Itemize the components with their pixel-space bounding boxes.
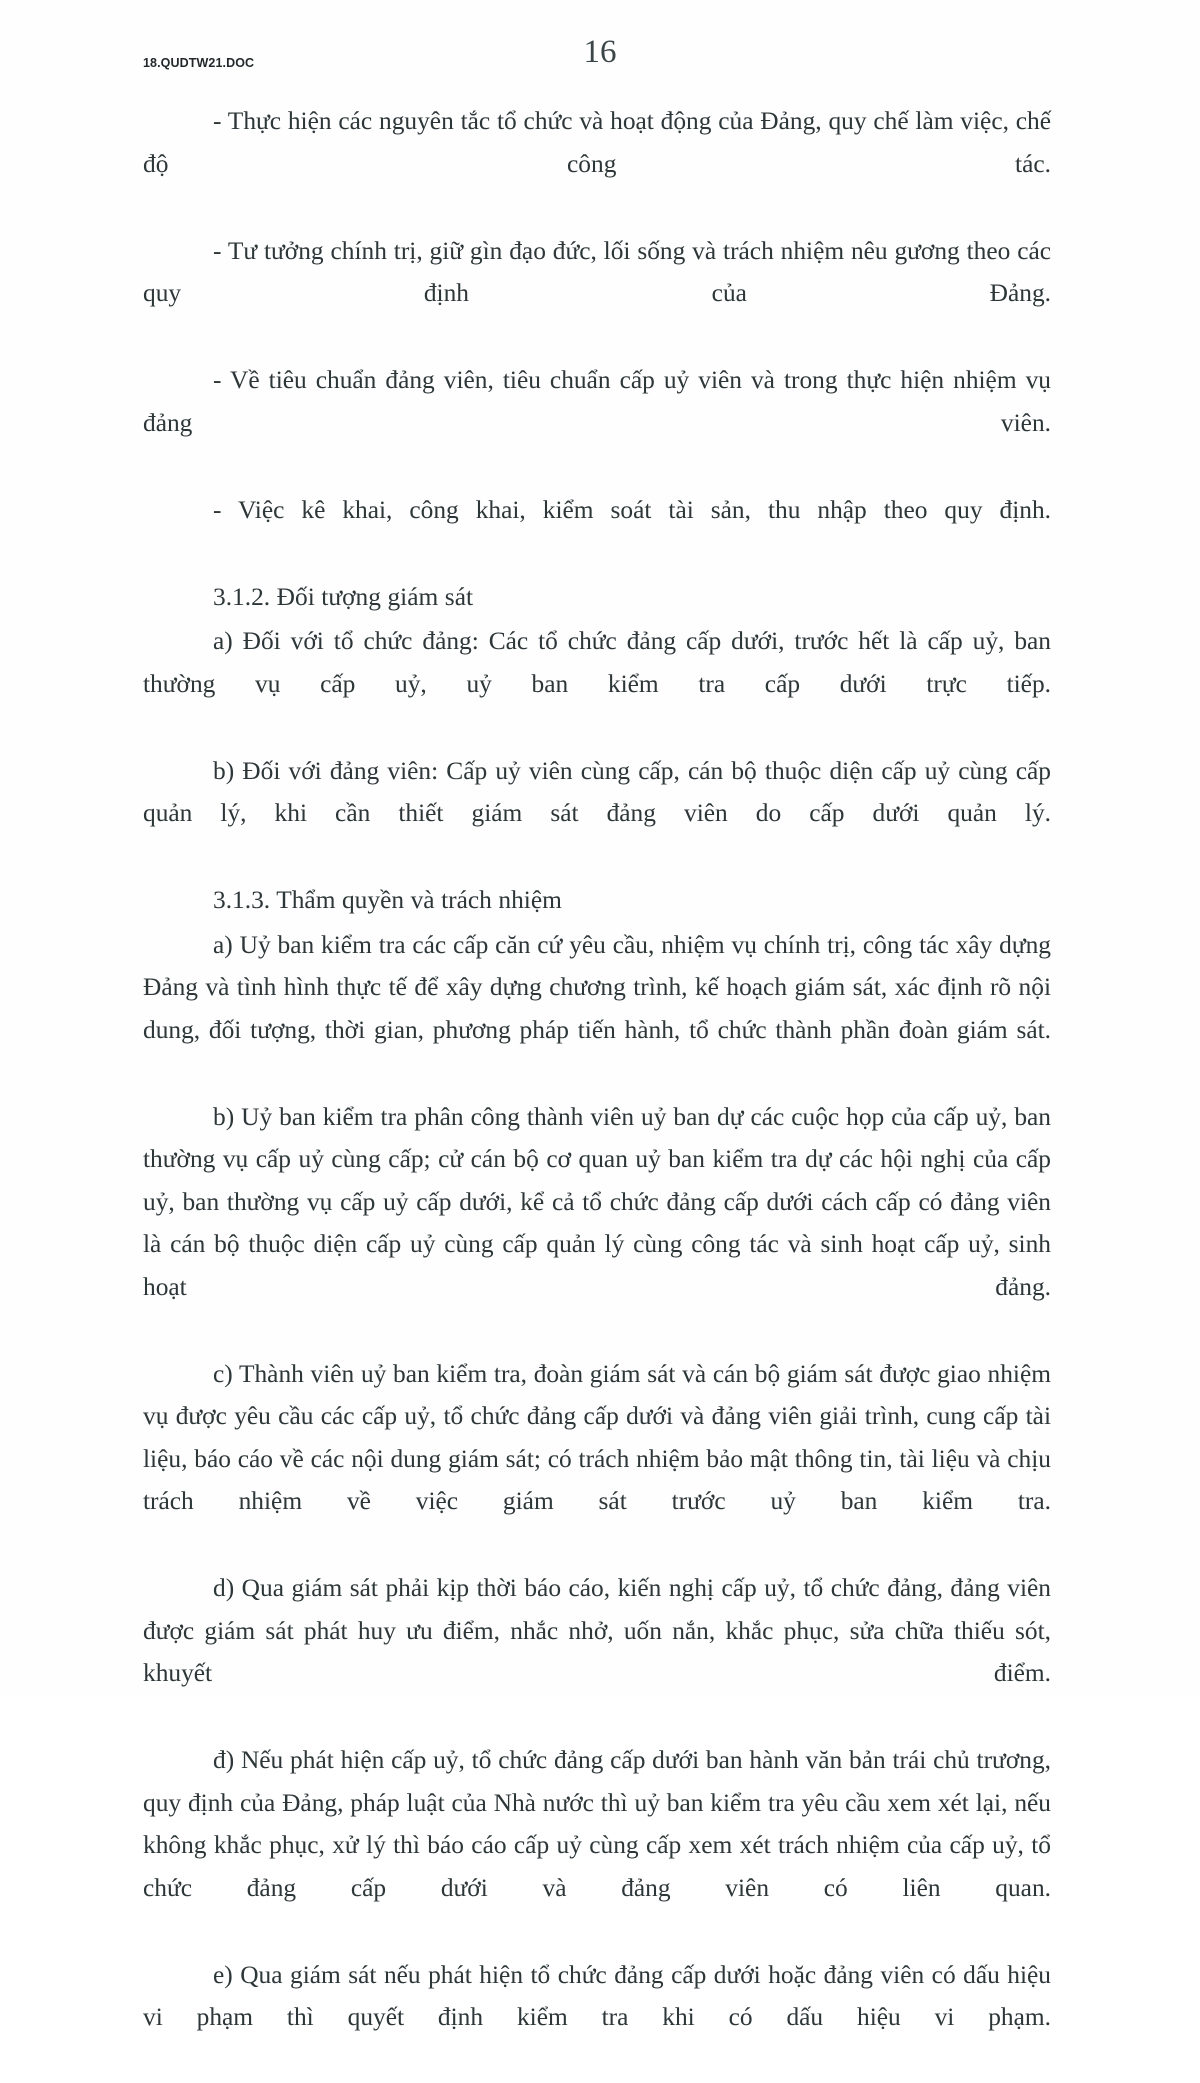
paragraph-item-313-b: b) Uỷ ban kiểm tra phân công thành viên uỷ ban dự các cuộc họp của cấp uỷ, ban thường vụ cấp uỷ cùng cấp; cử cán bộ cơ quan uỷ ban kiểm tra dự các hội nghị của cấp uỷ, ban thường vụ cấp uỷ cấp dưới, kể cả tổ chức đảng cấp dưới cách cấp có đảng viên là cán bộ thuộc diện cấp uỷ cùng cấp quản lý cùng công tác và sinh hoạt cấp uỷ, sinh hoạt đảng. — [143, 1102, 1051, 1301]
paragraph-heading-3-1-3: 3.1.3. Thẩm quyền và trách nhiệm — [213, 886, 562, 914]
paragraph-item-312-a: a) Đối với tổ chức đảng: Các tổ chức đảng cấp dưới, trước hết là cấp uỷ, ban thường vụ cấp uỷ, uỷ ban kiểm tra cấp dưới trực tiếp. — [143, 627, 1051, 698]
paragraph-item-313-c: c) Thành viên uỷ ban kiểm tra, đoàn giám sát và cán bộ giám sát được giao nhiệm vụ được yêu cầu các cấp uỷ, tổ chức đảng cấp dưới và đảng viên giải trình, cung cấp tài liệu, báo cáo về các nội dung giám sát; có trách nhiệm bảo mật thông tin, tài liệu và chịu trách nhiệm về việc giám sát trước uỷ ban kiểm tra. — [143, 1359, 1051, 1515]
paragraph-bullet-ke-khai: - Việc kê khai, công khai, kiểm soát tài sản, thu nhập theo quy định. — [213, 495, 1051, 524]
paragraph-bullet-tu-tuong: - Tư tưởng chính trị, giữ gìn đạo đức, lối sống và trách nhiệm nêu gương theo các quy định của Đảng. — [143, 236, 1051, 307]
paragraph-item-313-e: e) Qua giám sát nếu phát hiện tổ chức đảng cấp dưới hoặc đảng viên có dấu hiệu vi phạm thì quyết định kiểm tra khi có dấu hiệu vi phạm. — [143, 1960, 1051, 2031]
paragraph-item-313-a: a) Uỷ ban kiểm tra các cấp căn cứ yêu cầu, nhiệm vụ chính trị, công tác xây dựng Đảng và tình hình thực tế để xây dựng chương trình, kế hoạch giám sát, xác định rõ nội dung, đối tượng, thời gian, phương pháp tiến hành, tổ chức thành phần đoàn giám sát. — [143, 930, 1051, 1044]
page-header — [0, 34, 1200, 86]
paragraph-item-313-d: d) Qua giám sát phải kịp thời báo cáo, kiến nghị cấp uỷ, tổ chức đảng, đảng viên được giám sát phát huy ưu điểm, nhắc nhở, uốn nắn, khắc phục, sửa chữa thiếu sót, khuyết điểm. — [143, 1574, 1051, 1687]
paragraph-heading-3-1-2: 3.1.2. Đối tượng giám sát — [213, 582, 474, 611]
paragraph-item-313-dd: đ) Nếu phát hiện cấp uỷ, tổ chức đảng cấp dưới ban hành văn bản trái chủ trương, quy định của Đảng, pháp luật của Nhà nước thì uỷ ban kiểm tra yêu cầu xem xét lại, nếu không khắc phục, xử lý thì báo cáo cấp uỷ cùng cấp xem xét trách nhiệm của cấp uỷ, tổ chức đảng cấp dưới và đảng viên có liên quan. — [143, 1746, 1051, 1902]
paragraph-item-312-b: b) Đối với đảng viên: Cấp uỷ viên cùng cấp, cán bộ thuộc diện cấp uỷ cùng cấp quản lý, khi cần thiết giám sát đảng viên do cấp dưới quản lý. — [143, 756, 1051, 827]
page-number: 16 — [583, 34, 617, 70]
paragraph-bullet-nguyen-tac: - Thực hiện các nguyên tắc tổ chức và hoạt động của Đảng, quy chế làm việc, chế độ công tác. — [143, 107, 1051, 178]
paragraph-bullet-tieu-chuan: - Về tiêu chuẩn đảng viên, tiêu chuẩn cấp uỷ viên và trong thực hiện nhiệm vụ đảng viên. — [143, 366, 1051, 437]
document-body — [143, 100, 1051, 2083]
document-code-label: 18.QUDTW21.DOC — [143, 56, 255, 70]
